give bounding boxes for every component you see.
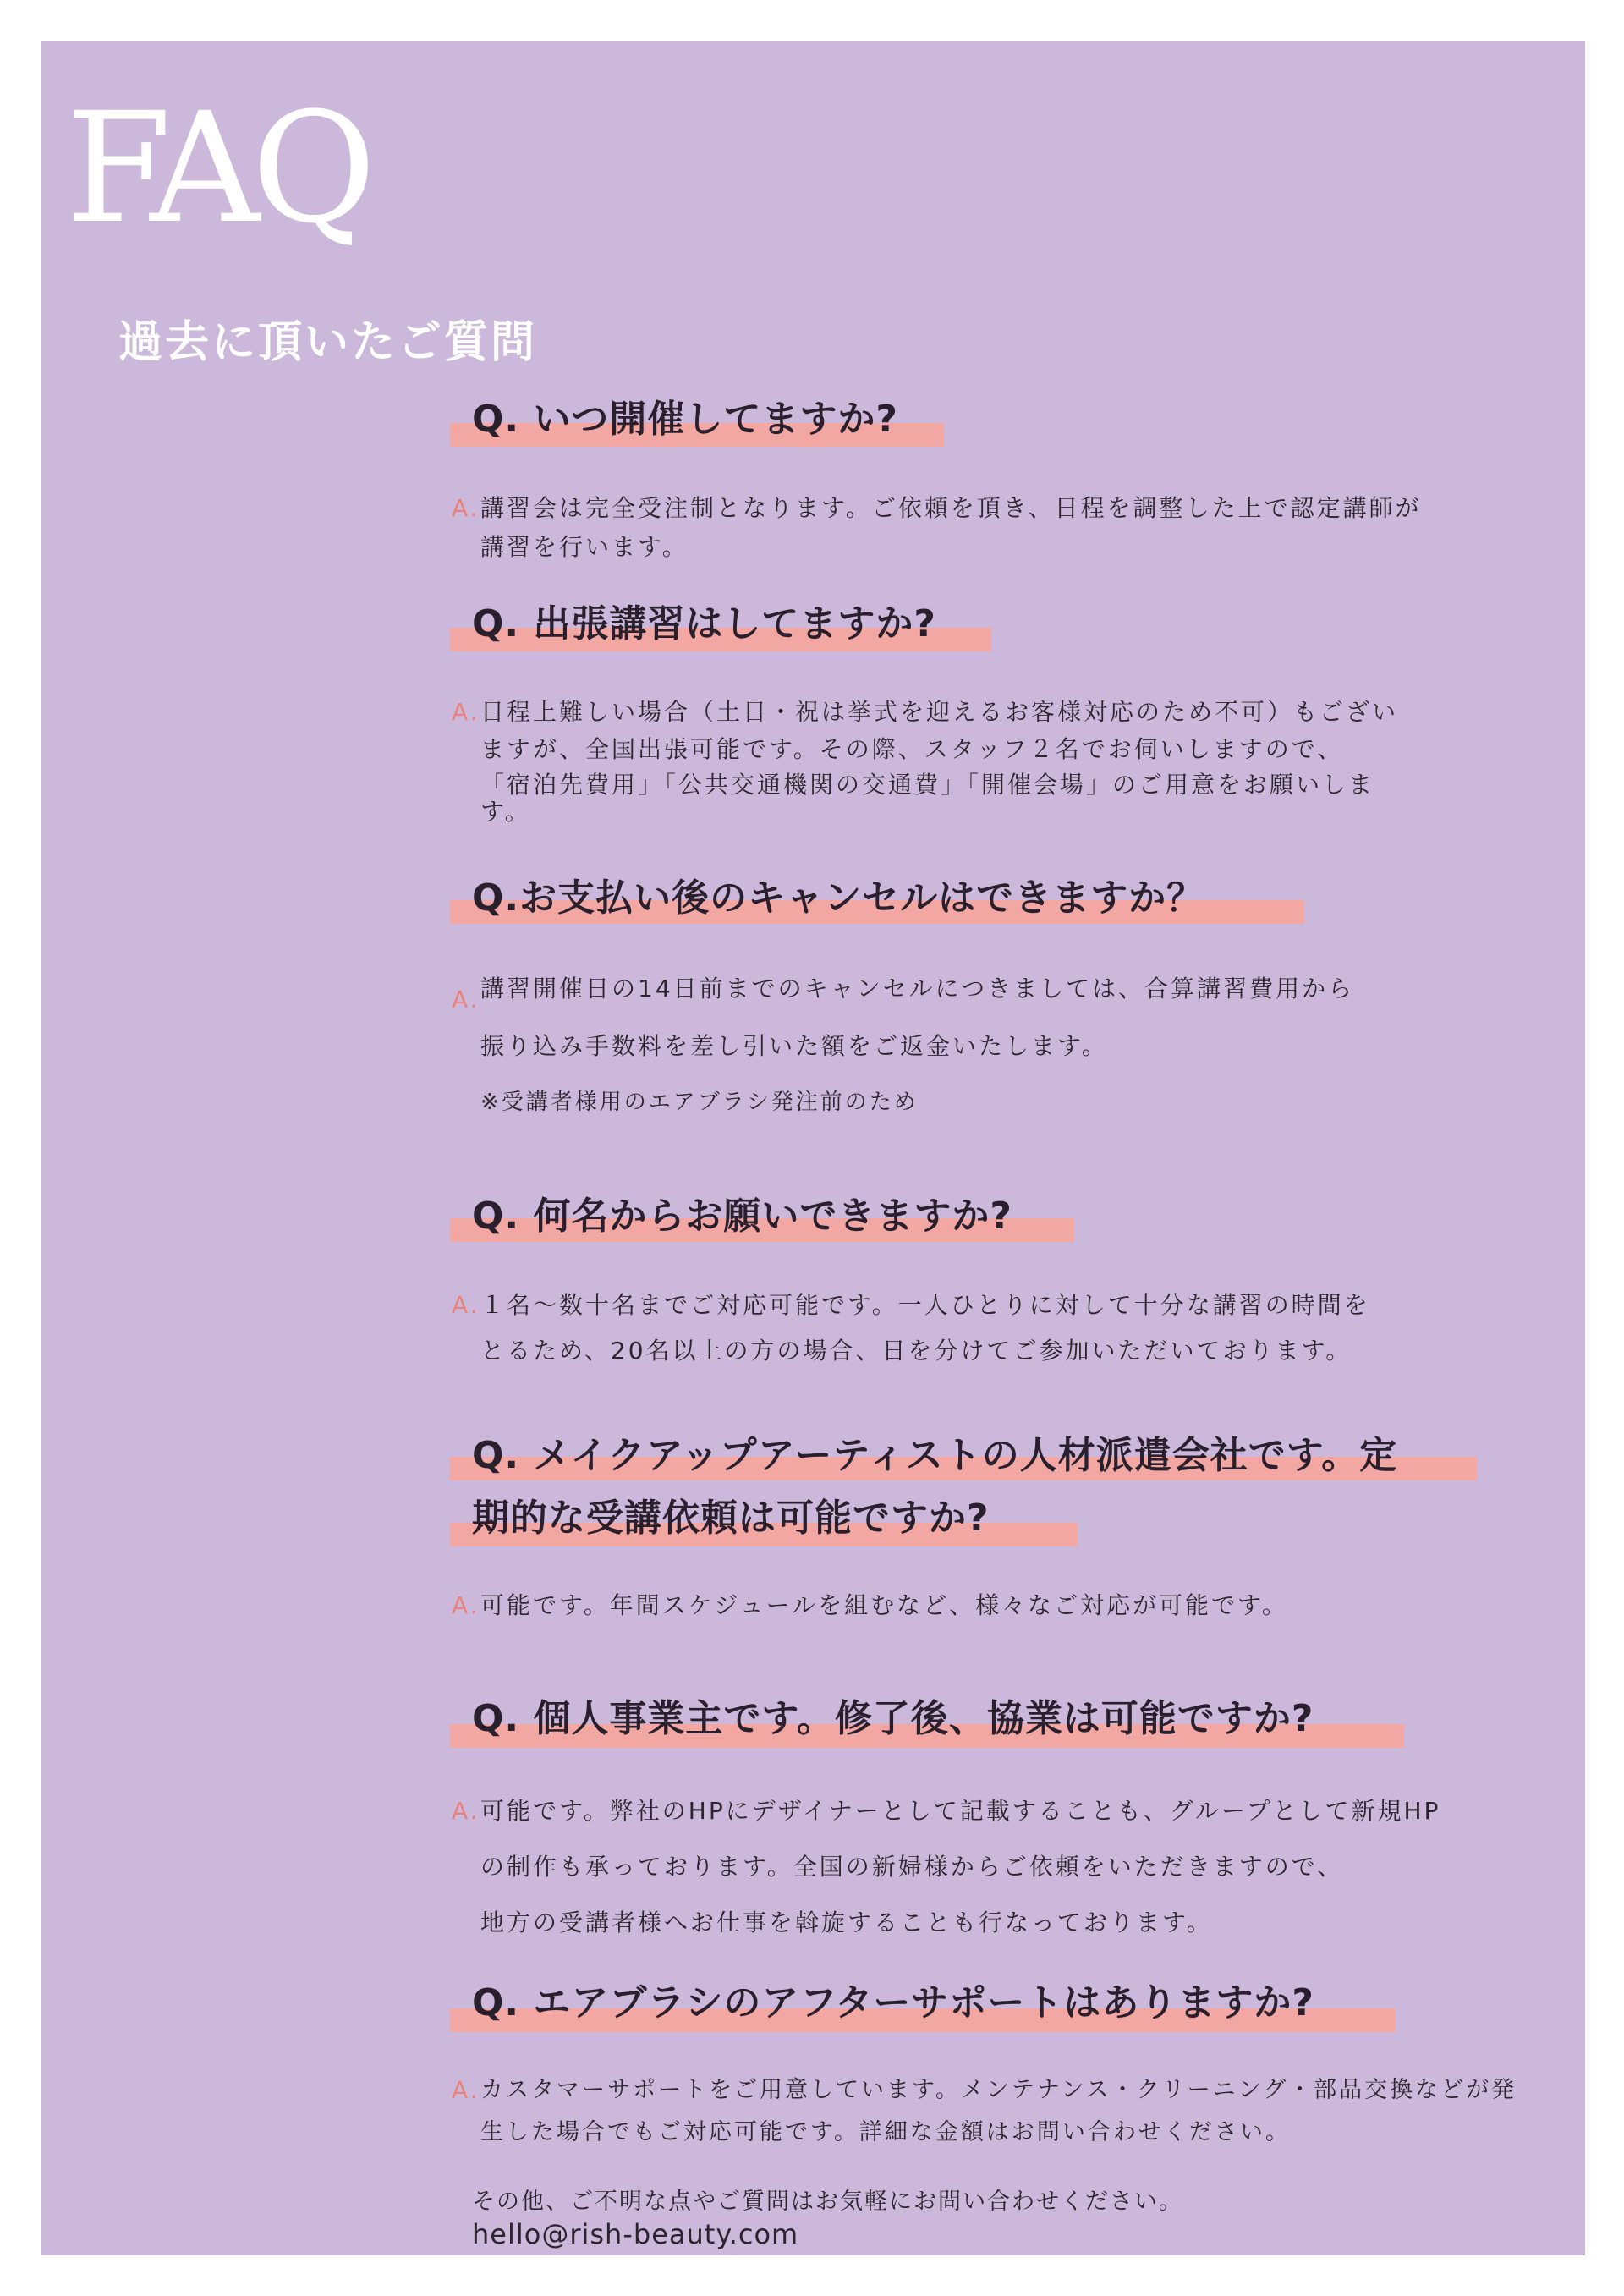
question-4: Q. 何名からお願いできますか? — [472, 1195, 1012, 1238]
answer-line: 講習開催日の14日前までのキャンセルにつきましては、合算講習費用から — [480, 975, 1355, 1002]
answer-marker: A. — [452, 986, 480, 1013]
answer-marker: A. — [452, 1591, 480, 1619]
question-7: Q. エアブラシのアフターサポートはありますか? — [472, 1981, 1314, 2024]
answer-line: カスタマーサポートをご用意しています。メンテナンス・クリーニング・部品交換などが発 — [480, 2077, 1517, 2103]
answer-marker: A. — [452, 1797, 480, 1825]
question-line: 期的な受講依頼は可能ですか? — [472, 1497, 990, 1540]
answer-line: の制作も承っております。全国の新婦様からご依頼をいただきますので、 — [480, 1853, 1344, 1881]
answer-2 — [452, 694, 1399, 826]
answer-line: 日程上難しい場合（土日・祝は挙式を迎えるお客様対応のため不可）もござい — [480, 698, 1399, 726]
question-2: Q. 出張講習はしてますか? — [472, 602, 936, 645]
question-5 — [472, 1425, 1397, 1550]
answer-5 — [452, 1587, 1288, 1624]
answer-3 — [452, 971, 1355, 1120]
answer-line: ますが、全国出張可能です。その際、スタッフ２名でお伺いしますので、 — [480, 735, 1344, 763]
answer-line: 地方の受講者様へお仕事を斡旋することも行なっております。 — [480, 1909, 1213, 1936]
answer-4 — [452, 1283, 1370, 1374]
question-3: Q.お支払い後のキャンセルはできますか？ — [472, 876, 1205, 920]
answer-marker: A. — [452, 2076, 480, 2104]
answer-7 — [452, 2069, 1517, 2154]
answer-line: とるため、20名以上の方の場合、日を分けてご参加いただいております。 — [480, 1337, 1352, 1365]
question-1: Q. いつ開催してますか? — [472, 398, 898, 441]
answer-line: 可能です。年間スケジュールを組むなど、様々なご対応が可能です。 — [480, 1591, 1288, 1619]
answer-6 — [452, 1783, 1441, 1951]
footer-note: その他、ご不明な点やご質問はお気軽にお問い合わせください。 — [472, 2189, 1183, 2215]
page-title: FAQ — [66, 80, 368, 257]
answer-line: 生した場合でもご対応可能です。詳細な金額はお問い合わせください。 — [480, 2119, 1291, 2145]
answer-line: 振り込み手数料を差し引いた額をご返金いたします。 — [480, 1032, 1108, 1060]
answer-line: 講習会は完全受注制となります。ご依頼を頂き、日程を調整した上で認定講師が — [480, 494, 1422, 522]
answer-line: ※受講者様用のエアブラシ発注前のため — [480, 1090, 919, 1115]
question-6: Q. 個人事業主です。修了後、協業は可能ですか? — [472, 1697, 1314, 1740]
answer-line: 講習を行います。 — [480, 533, 689, 561]
answer-line: １名～数十名までご対応可能です。一人ひとりに対して十分な講習の時間を — [480, 1291, 1370, 1319]
answer-marker: A. — [452, 698, 480, 726]
contact-email[interactable]: hello@rish-beauty.com — [472, 2218, 799, 2250]
answer-marker: A. — [452, 1291, 480, 1319]
answer-line: 可能です。弊社のHPにデザイナーとして記載することも、グループとして新規HP — [480, 1797, 1441, 1825]
answer-1 — [452, 489, 1422, 567]
answer-marker: A. — [452, 494, 480, 522]
page-subtitle: 過去に頂いたご質問 — [118, 317, 538, 368]
answer-line: す。 — [480, 798, 531, 826]
footer — [472, 2186, 1183, 2250]
question-line: Q. メイクアップアーティストの人材派遣会社です。定 — [472, 1434, 1398, 1477]
answer-line: 「宿泊先費用」「公共交通機関の交通費」「開催会場」のご用意をお願いしま — [480, 771, 1375, 799]
